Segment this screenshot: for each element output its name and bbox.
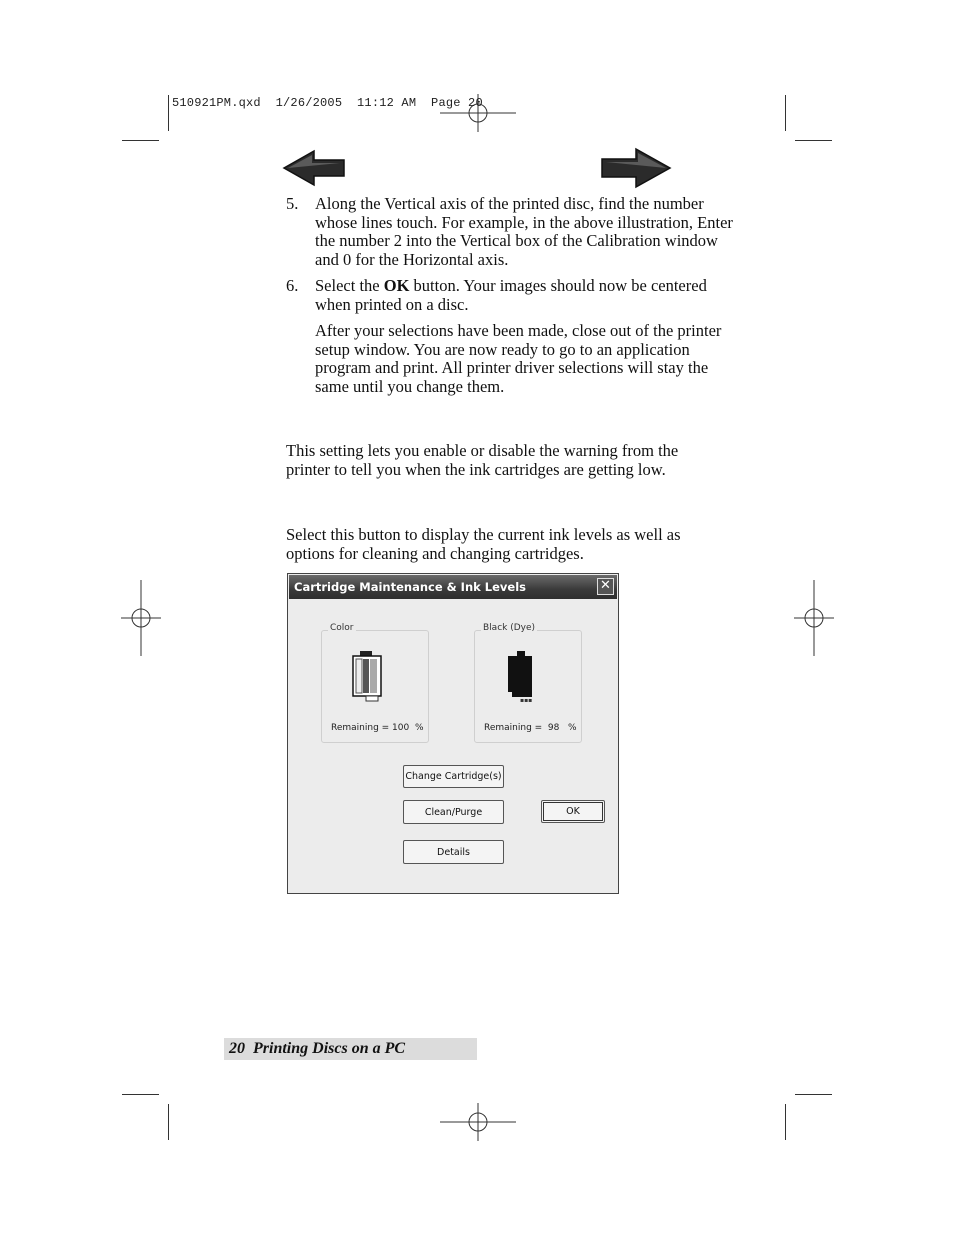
footer <box>229 1038 405 1060</box>
registration-mark-bottom <box>440 1103 516 1141</box>
page-number: 20 <box>229 1040 245 1057</box>
section-title: Printing Discs on a PC <box>253 1040 406 1057</box>
black-remaining: Remaining = 98 % <box>484 723 577 733</box>
slug-line: 510921PM.qxd 1/26/2005 11:12 AM Page 20 <box>172 96 483 110</box>
registration-mark-right <box>794 580 834 656</box>
details-button[interactable]: Details <box>403 840 504 864</box>
crop-mark <box>785 1104 786 1140</box>
color-cartridge-icon <box>350 649 386 703</box>
right-arrow-icon[interactable] <box>600 147 672 189</box>
left-arrow-icon[interactable] <box>282 149 346 187</box>
black-cartridge-icon <box>503 649 539 703</box>
crop-mark <box>795 140 832 141</box>
dialog-titlebar <box>289 575 617 599</box>
ok-button[interactable]: OK <box>541 800 605 823</box>
step-number: 6. <box>286 276 299 295</box>
low-ink-paragraph: This setting lets you enable or disable the warning from the printer to tell you when the ink cartridges are getting low. <box>286 441 679 479</box>
registration-mark-left <box>121 580 161 656</box>
crop-mark <box>795 1094 832 1095</box>
crop-mark <box>168 95 169 131</box>
color-group-label: Color <box>330 623 354 633</box>
dialog-title: Cartridge Maintenance & Ink Levels <box>294 580 526 594</box>
change-cartridge-button[interactable]: Change Cartridge(s) <box>403 765 504 788</box>
crop-mark <box>122 1094 159 1095</box>
ok-emphasis: OK <box>383 276 410 295</box>
clean-purge-button[interactable]: Clean/Purge <box>403 800 504 824</box>
step-number: 5. <box>286 194 299 213</box>
crop-mark <box>122 140 159 141</box>
color-cartridge-group <box>321 623 429 743</box>
step6-note: After your selections have been made, close out of the printer setup window. You are now ready to go to an application program and print. All printer driver selections will stay the same until you change them. <box>315 321 722 396</box>
black-group-label: Black (Dye) <box>483 623 536 633</box>
color-remaining: Remaining = 100 % <box>331 723 424 733</box>
crop-mark <box>785 95 786 131</box>
close-icon[interactable]: ✕ <box>597 578 614 595</box>
ink-levels-paragraph: Select this button to display the current ink levels as well as options for cleaning and changing cartridges. <box>286 525 681 563</box>
crop-mark <box>168 1104 169 1140</box>
step-text: Select the OK button. Your images should now be centered when printed on a disc. <box>315 276 707 314</box>
svg-text:▪▪▪: ▪▪▪ <box>520 697 533 703</box>
black-cartridge-group <box>474 623 582 743</box>
cartridge-maintenance-dialog <box>287 573 619 894</box>
step-text: Along the Vertical axis of the printed disc, find the number whose lines touch. For example, in the above illustration, Enter the number 2 into the Vertical box of the Calibration window and 0 for the Horizontal axis. <box>315 194 733 269</box>
